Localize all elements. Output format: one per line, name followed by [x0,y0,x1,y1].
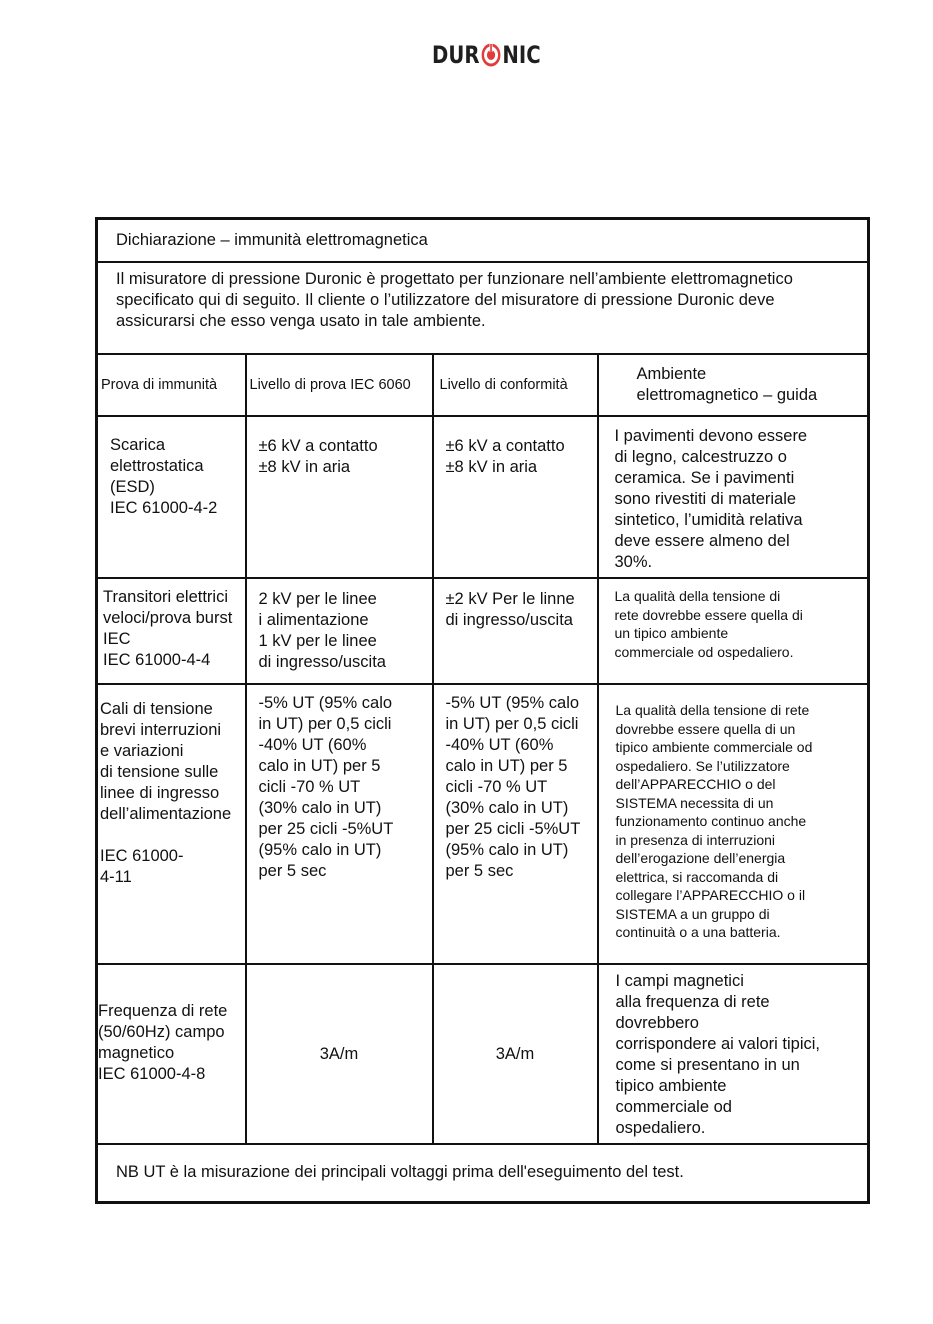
table-row [97,416,869,578]
row-voltage-dips-level: -5% UT (95% calo in UT) per 0,5 cicli -40% UT (60% calo in UT) per 5 cicli -70 % UT (30% calo in UT) per 25 cicli -5%UT (95% calo in UT) per 5 sec [246,684,433,964]
duronic-logo [432,40,541,70]
column-header-row [97,354,869,416]
row-magnetic-field-compliance: 3A/m [433,964,598,1144]
table-title-row [97,219,869,263]
row-voltage-dips-guidance: La qualità della tensione di rete dovrebbe essere quella di un tipico ambiente commerciale od ospedaliero. Se l’utilizzatore dell’APPARECCHIO o del SISTEMA necessita di un funzionamento continuo anche in presenza di interruzioni dell’erogazione dell’energia elettrica, si raccomanda di collegare l’APPARECCHIO o il SISTEMA a un gruppo di continuità o a una batteria. [598,684,869,964]
table-intro-row [97,262,869,354]
row-voltage-dips-compliance: -5% UT (95% calo in UT) per 0,5 cicli -40% UT (60% calo in UT) per 5 cicli -70 % UT (30% calo in UT) per 25 cicli -5%UT (95% calo in UT) per 5 sec [433,684,598,964]
table-row [97,964,869,1144]
row-burst-guidance: La qualità della tensione di rete dovrebbe essere quella di un tipico ambiente commerciale od ospedaliero. [598,578,869,684]
table-row [97,684,869,964]
table-intro: Il misuratore di pressione Duronic è progettato per funzionare nell’ambiente elettromagnetico specificato qui di seguito. Il cliente o l’utilizzatore del misuratore di pressione Duronic deve assicurarsi che esso venga usato in tale ambiente. [97,262,869,354]
table-row [97,578,869,684]
row-burst-compliance: ±2 kV Per le linne di ingresso/uscita [433,578,598,684]
logo-text-right: NIC [502,41,541,69]
table-title: Dichiarazione – immunità elettromagnetica [97,219,869,263]
logo-text-left: DUR [432,41,480,69]
header-compliance-level: Livello di conformità [433,354,598,416]
row-magnetic-field-level: 3A/m [246,964,433,1144]
table-note-row [97,1144,869,1202]
row-esd-compliance: ±6 kV a contatto ±8 kV in aria [433,416,598,578]
row-esd-test: Scarica elettrostatica (ESD) IEC 61000-4-2 [97,416,246,578]
row-burst-test: Transitori elettrici veloci/prova burst IEC IEC 61000-4-4 [97,578,246,684]
row-magnetic-field-guidance: I campi magnetici alla frequenza di rete dovrebbero corrispondere ai valori tipici, come si presentano in un tipico ambiente commerciale od ospedaliero. [598,964,869,1144]
table-note: NB UT è la misurazione dei principali voltaggi prima dell'eseguimento del test. [97,1144,869,1202]
header-test-level: Livello di prova IEC 6060 [246,354,433,416]
header-immunity-test: Prova di immunità [97,354,246,416]
header-guidance: Ambiente elettromagnetico – guida [598,354,869,416]
row-magnetic-field-test: Frequenza di rete (50/60Hz) campo magnetico IEC 61000-4-8 [97,964,246,1144]
row-voltage-dips-test: Cali di tensione brevi interruzioni e variazioni di tensione sulle linee di ingresso dell’alimentazione IEC 61000- 4-11 [97,684,246,964]
row-esd-level: ±6 kV a contatto ±8 kV in aria [246,416,433,578]
row-burst-level: 2 kV per le linee i alimentazione 1 kV per le linee di ingresso/uscita [246,578,433,684]
row-esd-guidance: I pavimenti devono essere di legno, calcestruzzo o ceramica. Se i pavimenti sono rivestiti di materiale sintetico, l’umidità relativa deve essere almeno del 30%. [598,416,869,578]
immunity-declaration-table [95,217,870,1204]
power-icon [480,42,501,68]
